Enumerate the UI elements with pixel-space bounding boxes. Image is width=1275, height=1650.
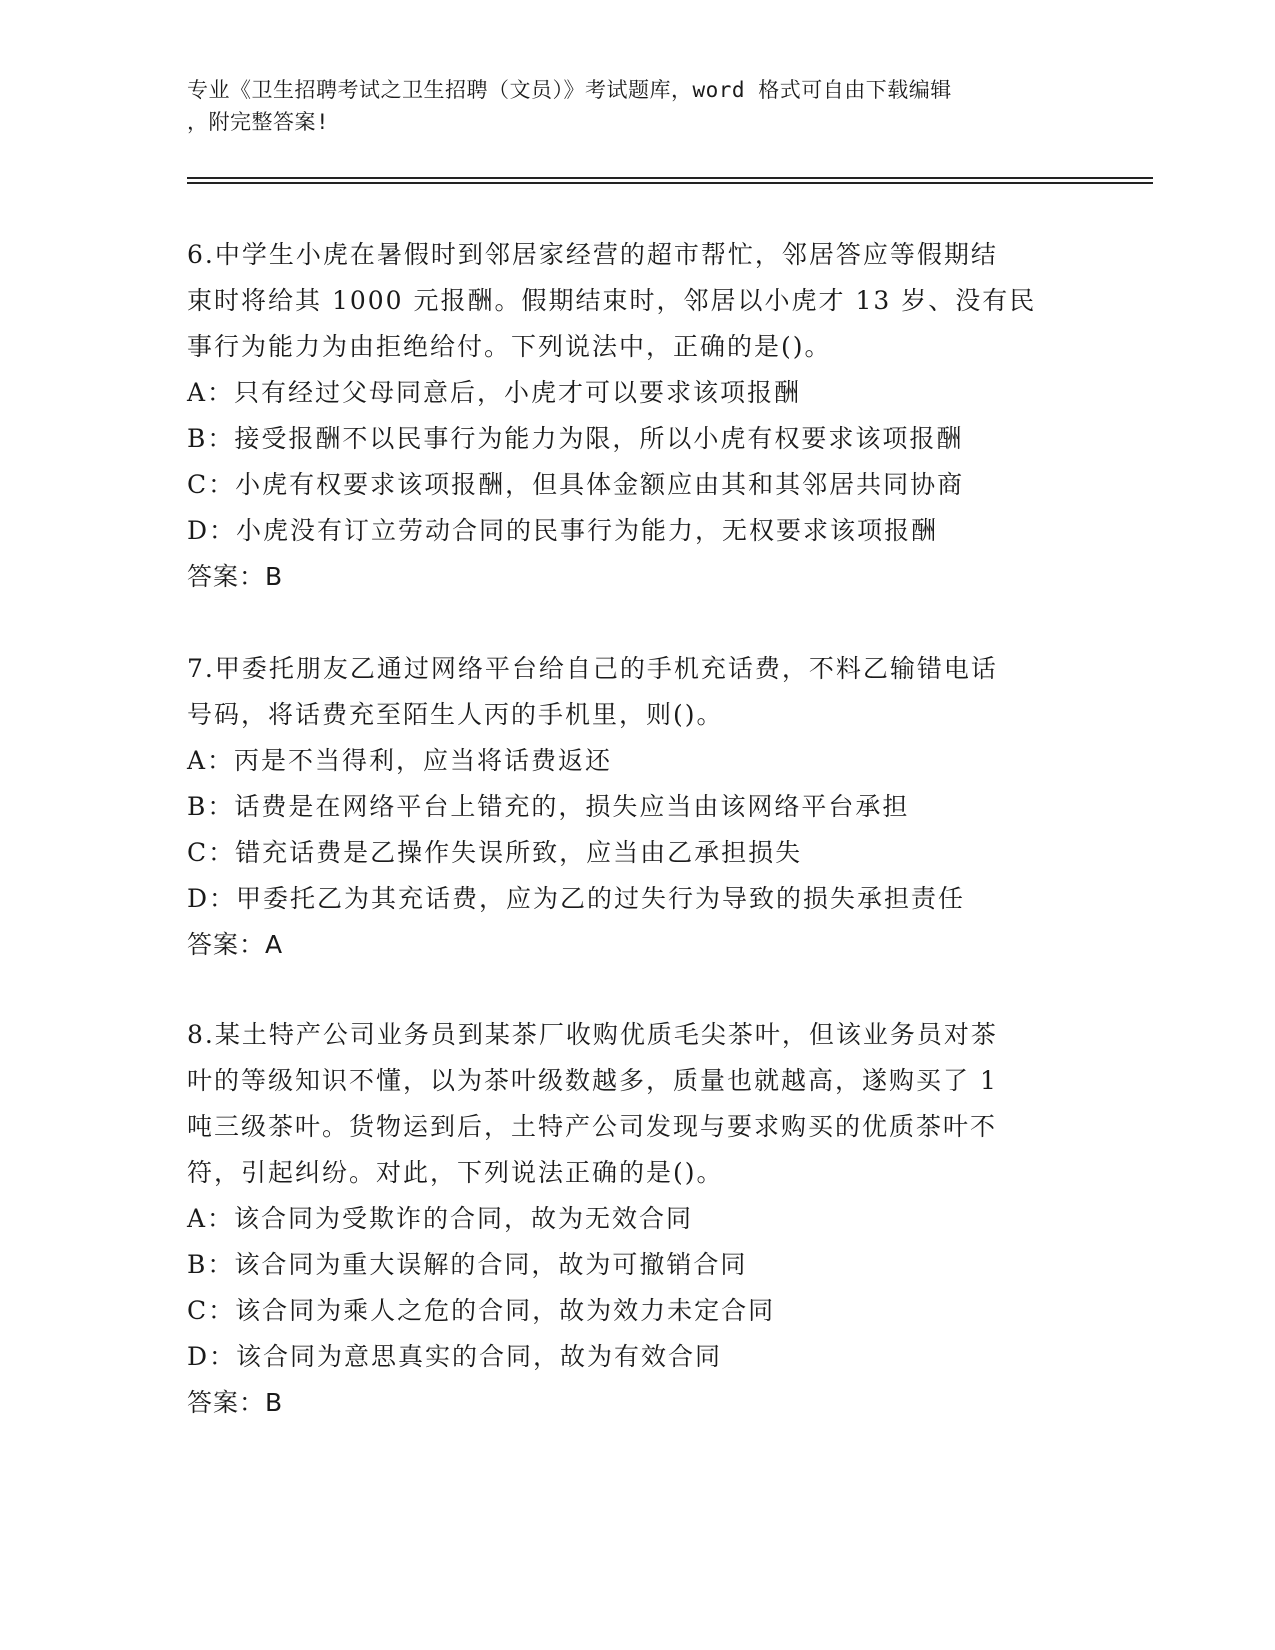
- option-b: B：话费是在网络平台上错充的，损失应当由该网络平台承担: [187, 792, 910, 821]
- answer: 答案：B: [187, 1388, 284, 1417]
- stem-line: 事行为能力为由拒绝给付。下列说法中，正确的是()。: [187, 332, 832, 361]
- option-a: A：该合同为受欺诈的合同，故为无效合同: [187, 1204, 694, 1233]
- option-a: A：丙是不当得利，应当将话费返还: [187, 746, 613, 775]
- stem-line: 束时将给其 1000 元报酬。假期结束时，邻居以小虎才 13 岁、没有民: [187, 286, 1037, 315]
- stem-line: 吨三级茶叶。货物运到后，土特产公司发现与要求购买的优质茶叶不: [187, 1112, 998, 1141]
- question-6: [187, 232, 1067, 600]
- question-7: [187, 646, 1067, 968]
- header-line-1: 专业《卫生招聘考试之卫生招聘（文员）》考试题库，word 格式可自由下载编辑: [187, 78, 952, 102]
- document-header: [187, 74, 1067, 138]
- stem-line: 8.某土特产公司业务员到某茶厂收购优质毛尖茶叶，但该业务员对茶: [187, 1020, 998, 1049]
- option-c: C：小虎有权要求该项报酬，但具体金额应由其和其邻居共同协商: [187, 470, 965, 499]
- option-b: B：接受报酬不以民事行为能力为限，所以小虎有权要求该项报酬: [187, 424, 964, 453]
- header-divider-top: [187, 177, 1153, 179]
- stem-line: 号码，将话费充至陌生人丙的手机里，则()。: [187, 700, 724, 729]
- option-d: D：甲委托乙为其充话费，应为乙的过失行为导致的损失承担责任: [187, 884, 966, 913]
- option-c: C：该合同为乘人之危的合同，故为效力未定合同: [187, 1296, 776, 1325]
- stem-line: 6.中学生小虎在暑假时到邻居家经营的超市帮忙，邻居答应等假期结: [187, 240, 998, 269]
- answer: 答案：A: [187, 930, 284, 959]
- option-d: D：该合同为意思真实的合同，故为有效合同: [187, 1342, 723, 1371]
- option-d: D：小虎没有订立劳动合同的民事行为能力，无权要求该项报酬: [187, 516, 939, 545]
- question-8: [187, 1012, 1067, 1426]
- stem-line: 7.甲委托朋友乙通过网络平台给自己的手机充话费，不料乙输错电话: [187, 654, 998, 683]
- stem-line: 符，引起纠纷。对此，下列说法正确的是()。: [187, 1158, 724, 1187]
- option-c: C：错充话费是乙操作失误所致，应当由乙承担损失: [187, 838, 803, 867]
- answer: 答案：B: [187, 562, 284, 591]
- header-divider-bottom: [187, 182, 1153, 184]
- option-a: A：只有经过父母同意后，小虎才可以要求该项报酬: [187, 378, 802, 407]
- question-stem: [187, 1012, 1067, 1196]
- question-stem: [187, 646, 1067, 738]
- option-b: B：该合同为重大误解的合同，故为可撤销合同: [187, 1250, 748, 1279]
- header-line-2: ，附完整答案!: [187, 110, 330, 134]
- question-stem: [187, 232, 1067, 370]
- stem-line: 叶的等级知识不懂，以为茶叶级数越多，质量也就越高，遂购买了 1: [187, 1066, 998, 1095]
